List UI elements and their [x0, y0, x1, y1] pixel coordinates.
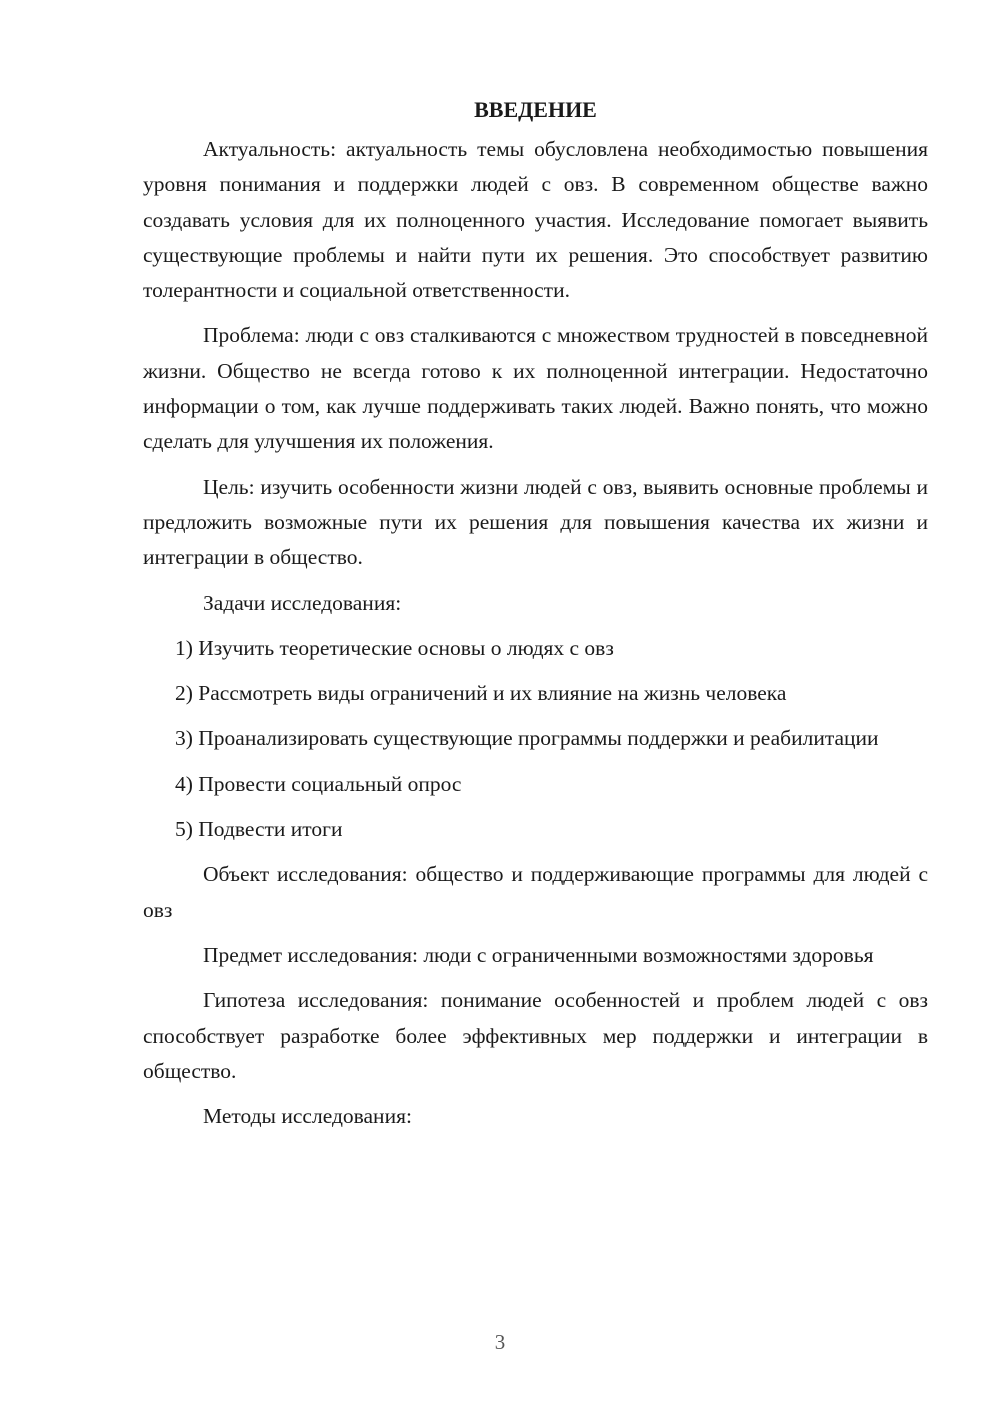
subject-paragraph: Предмет исследования: люди с ограниченными возможностями здоровья [203, 942, 874, 967]
task-item-2: 2) Рассмотреть виды ограничений и их влияние на жизнь человека [175, 681, 787, 706]
task-item-5: 5) Подвести итоги [175, 817, 343, 842]
goal-paragraph: Цель: изучить особенности жизни людей с овз, выявить основные проблемы и предложить возможные пути их решения для повышения качества их жизни и интеграции в общество. [143, 474, 928, 570]
hypothesis-paragraph: Гипотеза исследования: понимание особенностей и проблем людей с овз способствует разработке более эффективных мер поддержки и интеграции в общество. [143, 988, 928, 1083]
page-number: 3 [494, 1330, 506, 1354]
object-paragraph: Объект исследования: общество и поддерживающие программы для людей с овз [143, 862, 928, 922]
task-item-1: 1) Изучить теоретические основы о людях с овз [175, 635, 614, 660]
problem-paragraph: Проблема: люди с овз сталкиваются с множеством трудностей в повседневной жизни. Общество не всегда готово к их полноценной интеграции. Недостаточно информации о том, как лучше поддерживать таких людей. Важно понять, что можно сделать для улучшения их положения. [143, 323, 928, 454]
task-item-3: 3) Проанализировать существующие программы поддержки и реабилитации [175, 726, 879, 751]
task-item-4: 4) Провести социальный опрос [175, 771, 462, 796]
section-title: ВВЕДЕНИЕ [474, 97, 597, 122]
relevance-paragraph: Актуальность: актуальность темы обусловлена необходимостью повышения уровня понимания и поддержки людей с овз. В современном обществе важно создавать условия для их полноценного участия. Исследование помогает выявить существующие проблемы и найти пути их решения. Это способствует развитию толерантности и социальной ответственности. [143, 137, 928, 303]
methods-heading: Методы исследования: [203, 1104, 412, 1129]
tasks-heading: Задачи исследования: [203, 590, 402, 615]
page-content [143, 92, 928, 1144]
